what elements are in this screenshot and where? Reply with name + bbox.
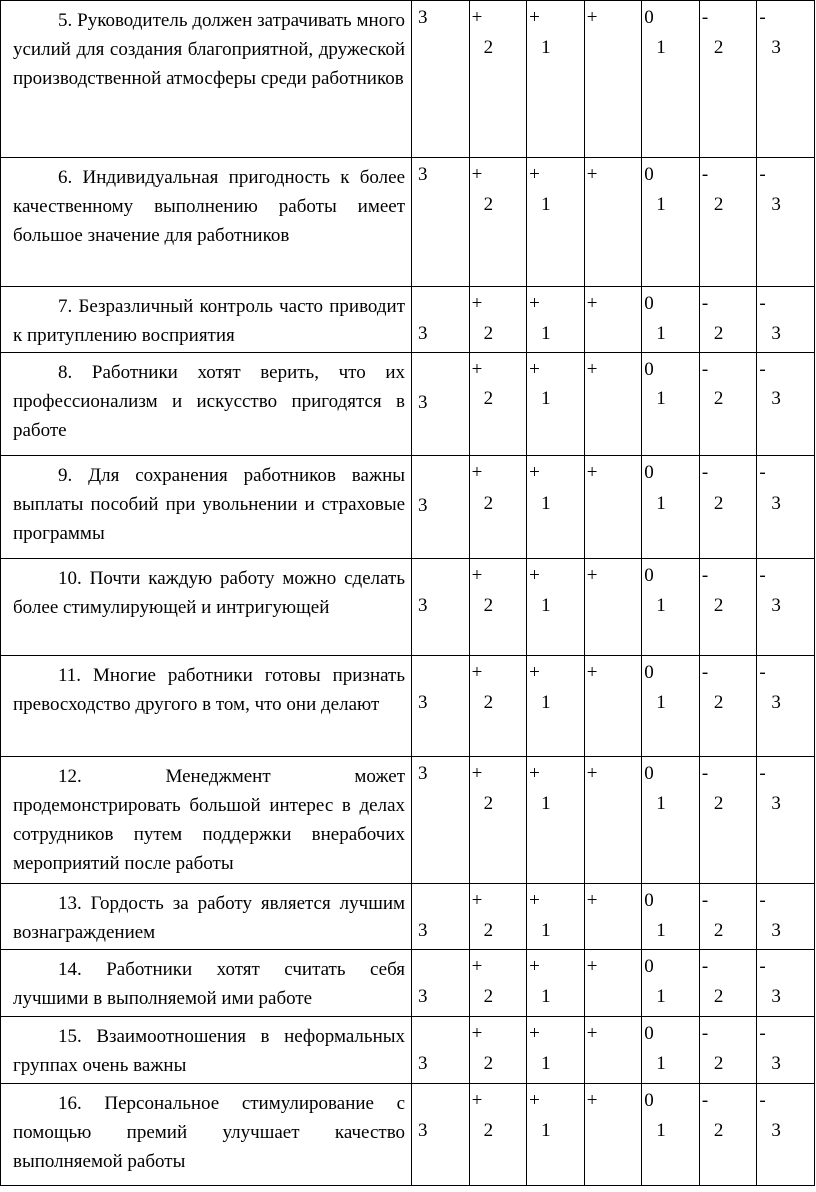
rating-cell [469,950,527,1017]
rating-sign: + [471,890,483,911]
rating-sign: - [759,1090,766,1111]
rating-value: 3 [418,595,428,616]
rating-cell [412,287,470,353]
rating-value: 2 [483,1053,494,1074]
rating-value: 1 [541,1053,551,1074]
rating-cell [642,287,700,353]
rating-cell [642,757,700,884]
rating-sign: + [471,1090,483,1111]
rating-sign: 0 [644,1090,654,1111]
rating-cell [527,1,585,158]
rating-value: 2 [713,986,724,1007]
rating-cell [527,559,585,656]
rating-sign: - [759,462,766,483]
rating-cell [642,950,700,1017]
rating-cell [699,287,757,353]
rating-value: 2 [713,194,724,215]
rating-sign: 0 [644,1023,654,1044]
rating-cell [527,158,585,287]
rating-value: 1 [656,493,666,514]
rating-sign: 0 [644,164,654,185]
rating-sign: + [586,164,598,185]
rating-sign: - [701,763,709,784]
rating-cell [527,757,585,884]
rating-cell [699,158,757,287]
rating-cell [412,1017,470,1084]
statement-text: 7. Безразличный контроль часто приводит к притуплению восприятия [13,296,406,346]
rating-sign: - [759,359,766,380]
rating-value: 1 [541,323,551,344]
rating-cell [757,353,815,456]
rating-sign: - [701,359,709,380]
rating-cell [469,287,527,353]
rating-sign: + [529,956,540,977]
rating-value: 1 [541,692,551,713]
rating-value: 1 [656,986,666,1007]
rating-sign: 0 [644,359,654,380]
statement-cell [1,656,412,757]
rating-cell [469,884,527,950]
rating-sign: - [759,890,766,911]
rating-sign: + [529,565,540,586]
rating-value: 2 [483,388,494,409]
rating-sign: - [701,565,709,586]
rating-value: 2 [483,493,494,514]
rating-value: 2 [483,1120,494,1141]
statement-text: 10. Почти каждую работу можно сделать более стимулирующей и интригующей [13,568,406,618]
rating-sign: + [586,890,598,911]
statement-text: 15. Взаимоотношения в неформальных группах очень важны [13,1026,406,1076]
table-row [1,950,815,1017]
table-row [1,1,815,158]
rating-value: 2 [483,595,494,616]
rating-sign: + [471,956,483,977]
statement-text: 6. Индивидуальная пригодность к более качественному выполнению работы имеет большое значение для работников [13,167,406,246]
rating-cell [584,456,642,559]
rating-value: 2 [483,37,494,58]
rating-sign: - [759,7,766,28]
rating-value: 1 [541,388,551,409]
rating-cell [642,1,700,158]
rating-value: 2 [713,595,724,616]
rating-value: 1 [656,920,666,941]
rating-value: 3 [771,37,781,58]
rating-value: 3 [418,7,428,28]
rating-sign: + [529,359,540,380]
statement-cell [1,559,412,656]
rating-value: 3 [418,323,428,344]
rating-value: 3 [771,1120,781,1141]
rating-sign: 0 [644,7,654,28]
rating-sign: + [529,1090,540,1111]
rating-value: 3 [771,388,781,409]
rating-value: 1 [656,388,666,409]
rating-sign: - [701,164,709,185]
table-row [1,353,815,456]
rating-value: 2 [713,793,724,814]
rating-cell [584,950,642,1017]
rating-cell [527,456,585,559]
rating-cell [757,158,815,287]
rating-cell [699,757,757,884]
rating-cell [642,559,700,656]
rating-sign: - [759,956,766,977]
rating-cell [757,1,815,158]
rating-cell [584,884,642,950]
rating-cell [527,950,585,1017]
rating-sign: + [529,164,540,185]
rating-sign: 0 [644,763,654,784]
rating-value: 3 [771,323,781,344]
rating-cell [527,1017,585,1084]
rating-sign: + [471,7,483,28]
rating-sign: + [586,462,598,483]
rating-cell [527,1084,585,1186]
rating-sign: - [759,565,766,586]
rating-cell [757,757,815,884]
table-row [1,1084,815,1186]
rating-value: 2 [713,37,724,58]
rating-sign: + [529,890,540,911]
rating-cell [412,656,470,757]
rating-cell [469,559,527,656]
rating-value: 1 [656,595,666,616]
rating-sign: + [529,1023,540,1044]
statement-cell [1,158,412,287]
rating-cell [584,559,642,656]
rating-value: 3 [771,920,781,941]
rating-value: 3 [418,1053,428,1074]
rating-sign: + [586,1090,598,1111]
rating-value: 2 [713,493,724,514]
rating-sign: + [529,7,540,28]
rating-value: 3 [771,793,781,814]
rating-value: 2 [483,194,494,215]
rating-sign: 0 [644,662,654,683]
statement-cell [1,1017,412,1084]
rating-cell [642,353,700,456]
rating-cell [757,884,815,950]
statement-cell [1,456,412,559]
rating-value: 1 [541,986,551,1007]
rating-cell [469,656,527,757]
rating-sign: + [471,359,483,380]
rating-cell [757,950,815,1017]
rating-cell [699,656,757,757]
rating-value: 1 [541,194,551,215]
rating-sign: + [471,1023,483,1044]
rating-cell [584,1084,642,1186]
rating-cell [469,757,527,884]
rating-cell [469,353,527,456]
rating-value: 1 [541,793,551,814]
rating-value: 2 [713,1053,724,1074]
rating-sign: - [759,293,766,314]
table-row [1,287,815,353]
table-row [1,757,815,884]
rating-sign: 0 [644,462,654,483]
statement-cell [1,1,412,158]
rating-cell [699,1084,757,1186]
rating-value: 2 [483,986,494,1007]
rating-cell [584,353,642,456]
rating-cell [412,353,470,456]
table-row [1,158,815,287]
rating-cell [699,559,757,656]
rating-sign: - [701,7,709,28]
rating-cell [527,884,585,950]
rating-cell [412,950,470,1017]
rating-sign: - [701,890,709,911]
rating-value: 3 [771,986,781,1007]
rating-sign: 0 [644,890,654,911]
rating-sign: + [529,462,540,483]
rating-cell [642,1084,700,1186]
rating-cell [642,158,700,287]
rating-sign: + [471,293,483,314]
rating-cell [584,158,642,287]
rating-value: 3 [771,595,781,616]
rating-cell [757,1017,815,1084]
rating-cell [527,353,585,456]
rating-sign: - [759,164,766,185]
rating-sign: + [586,359,598,380]
rating-value: 1 [656,37,666,58]
rating-cell [584,287,642,353]
statement-text: 13. Гордость за работу является лучшим вознаграждением [13,893,406,943]
statement-text: 14. Работники хотят считать себя лучшими в выполняемой ими работе [13,959,406,1009]
statement-cell [1,353,412,456]
rating-value: 3 [771,692,781,713]
rating-value: 2 [483,920,494,941]
rating-cell [699,950,757,1017]
rating-cell [469,158,527,287]
rating-sign: - [701,1023,709,1044]
rating-value: 2 [713,388,724,409]
rating-value: 1 [656,793,666,814]
rating-value: 3 [771,194,781,215]
table-row [1,456,815,559]
rating-value: 1 [656,1053,666,1074]
statement-cell [1,884,412,950]
rating-cell [757,287,815,353]
rating-cell [642,456,700,559]
rating-value: 2 [483,692,494,713]
rating-value: 1 [541,1120,551,1141]
rating-sign: - [759,763,766,784]
table-row [1,559,815,656]
rating-cell [527,656,585,757]
rating-value: 3 [418,986,428,1007]
rating-cell [584,1,642,158]
rating-cell [699,1,757,158]
rating-cell [469,1017,527,1084]
rating-value: 1 [541,37,551,58]
rating-value: 2 [713,1120,724,1141]
rating-value: 3 [771,493,781,514]
rating-cell [412,559,470,656]
rating-cell [699,456,757,559]
statement-text: 8. Работники хотят верить, что их профессионализм и искусство пригодятся в работе [13,362,406,441]
statement-text: 12. Менеджмент может продемонстрировать большой интерес в делах сотрудников путем поддержки внерабочих мероприятий после работы [13,766,406,874]
table-row [1,1017,815,1084]
rating-cell [642,656,700,757]
rating-sign: - [701,662,709,683]
rating-sign: + [586,1023,598,1044]
rating-sign: + [586,956,598,977]
rating-sign: + [586,293,598,314]
rating-cell [699,1017,757,1084]
rating-value: 3 [771,1053,781,1074]
rating-sign: - [701,462,709,483]
rating-cell [584,656,642,757]
rating-sign: + [586,763,598,784]
rating-sign: + [471,763,483,784]
rating-sign: + [471,462,483,483]
rating-value: 3 [418,920,428,941]
rating-sign: - [701,293,709,314]
rating-sign: + [529,763,540,784]
table-row [1,884,815,950]
rating-cell [642,884,700,950]
rating-value: 3 [418,692,428,713]
statement-text: 16. Персональное стимулирование с помощью премий улучшает качество выполняемой работы [13,1093,406,1172]
rating-value: 1 [656,1120,666,1141]
rating-sign: + [586,565,598,586]
rating-cell [412,456,470,559]
rating-value: 3 [418,392,428,413]
statement-cell [1,950,412,1017]
statement-cell [1,757,412,884]
rating-cell [757,1084,815,1186]
rating-sign: + [471,565,483,586]
rating-cell [699,353,757,456]
questionnaire-body [1,1,815,1186]
rating-value: 1 [656,323,666,344]
rating-sign: - [759,662,766,683]
table-row [1,656,815,757]
rating-cell [469,1,527,158]
rating-value: 1 [656,692,666,713]
statement-text: 9. Для сохранения работников важны выплаты пособий при увольнении и страховые программы [13,465,406,544]
statement-cell [1,1084,412,1186]
rating-cell [412,158,470,287]
rating-cell [757,559,815,656]
rating-sign: + [471,662,483,683]
rating-cell [469,1084,527,1186]
rating-sign: 0 [644,565,654,586]
rating-value: 2 [483,793,494,814]
rating-cell [757,656,815,757]
rating-cell [757,456,815,559]
rating-sign: + [529,293,540,314]
rating-cell [412,757,470,884]
statement-text: 11. Многие работники готовы признать превосходство другого в том, что они делают [13,665,406,715]
statement-text: 5. Руководитель должен затрачивать много усилий для создания благоприятной, дружеской производственной атмосферы среди работников [13,10,406,89]
rating-sign: + [586,7,598,28]
rating-cell [469,456,527,559]
rating-cell [642,1017,700,1084]
rating-sign: - [701,956,709,977]
rating-value: 1 [541,595,551,616]
rating-value: 1 [541,493,551,514]
rating-cell [412,1,470,158]
rating-value: 1 [541,920,551,941]
rating-sign: + [529,662,540,683]
statement-cell [1,287,412,353]
rating-sign: + [586,662,598,683]
rating-cell [584,1017,642,1084]
rating-cell [584,757,642,884]
rating-cell [527,287,585,353]
rating-sign: 0 [644,293,654,314]
rating-value: 2 [713,323,724,344]
rating-value: 3 [418,763,428,784]
rating-cell [412,884,470,950]
rating-sign: - [701,1090,709,1111]
rating-cell [412,1084,470,1186]
rating-sign: - [759,1023,766,1044]
rating-value: 3 [418,164,428,185]
rating-value: 3 [418,495,428,516]
rating-value: 2 [483,323,494,344]
rating-sign: + [471,164,483,185]
rating-value: 3 [418,1120,428,1141]
rating-sign: 0 [644,956,654,977]
rating-cell [699,884,757,950]
rating-value: 2 [713,692,724,713]
rating-value: 1 [656,194,666,215]
rating-value: 2 [713,920,724,941]
